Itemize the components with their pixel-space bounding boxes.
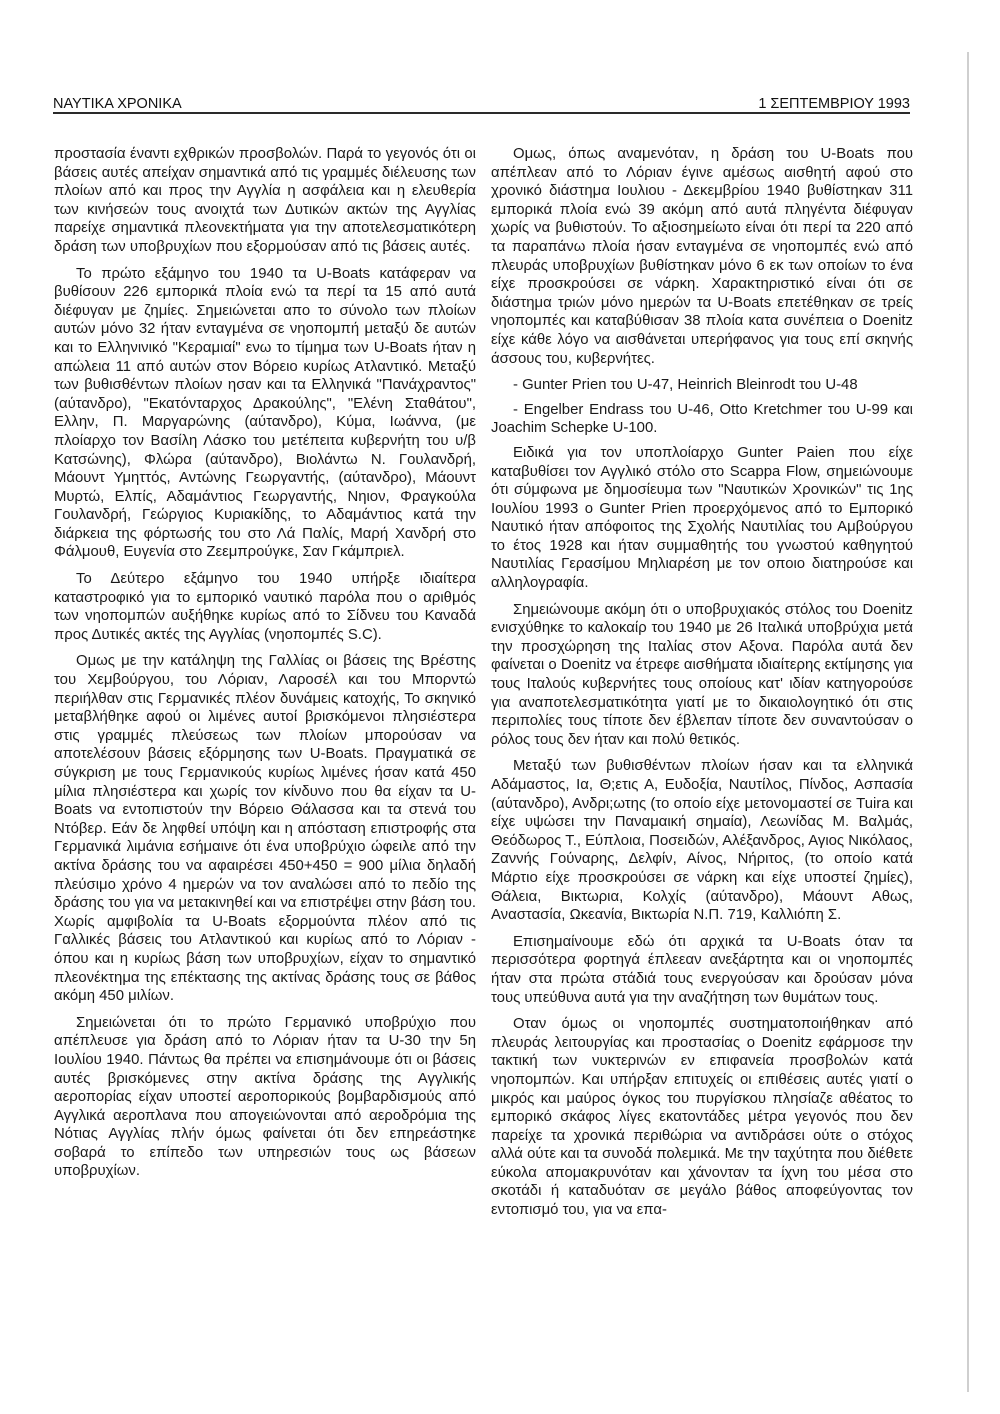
- paragraph: Μεταξύ των βυθισθέντων πλοίων ήσαν και τα ελληνικά Αδάμαστος, Ια, Θ;ετις Α, Ευδοξία, Ναυτίλος, Πίνδος, Ασπασία (αύτανδρο), Ανδρι;ωτης (το οποίο είχε μετονομαστεί σε Tuira και είχε υψώσει την Παναμαική σημαία), Λεωνίδας Μ. Βαλμάς, Θεόδωρος Τ., Εύπλοια, Ποσειδών, Αλέξανδρος, Αγιος Νικόλαος, Ζαννής Γούναρης, Δελφίν, Αίνος, Νήριτος, (το οποίο κατά Μάρτιο είχε προσκρούσει σε νάρκη και είχε υποστεί ζημίες), Θάλεια, Βικτωρια, Κολχίς (αύτανδρο), Μάουντ Αθως, Αναστασία, Ωκεανία, Βικτωρία Ν.Π. 719, Καλλιόπη Σ.: [491, 758, 913, 924]
- paragraph: προστασία έναντι εχθρικών προσβολών. Παρά το γεγονός ότι οι βάσεις αυτές απείχαν σημαντικά από τις γραμμές διέλευσης των πλοίων από και προς την Αγγλία η ασφάλεια και η ελευθερία των κινήσεών τους ανοιχτά των Δυτικών ακτών της Αγγλίας παρείχε σημαντικά πλεονεκτήματα για την αποτελεσματικότερη δράση των υποβρυχίων που εξορμούσαν από τις βάσεις αυτές.: [54, 146, 476, 255]
- page-fold-line: [967, 52, 969, 1392]
- header-rule: [53, 112, 910, 114]
- publication-title: ΝΑΥΤΙΚΑ ΧΡΟΝΙΚΑ: [53, 96, 182, 112]
- paragraph: Σημειώνουμε ακόμη ότι ο υποβρυχιακός στόλος του Doenitz ενισχύθηκε το καλοκαίρ του 1940 με 26 Ιταλικά υποβρύχια μετά την προσχώρηση της Ιταλίας στον Αξονα. Παρόλα αυτά δεν φαίνεται ο Doenitz να έτρεφε αισθήματα ιδιαίτερης εκτίμησης για τους Ιταλούς κυβερνήτες τους οποίους κατ' ιδίαν κατηγορούσε για αναποτελεσματικότητα γιατί με το δικαιολογητικό ότι στις περιπολίες τους τίποτε δεν έβλεπαν τίποτε δεν συναντούσαν ο ρόλος τους δεν ήταν και πολύ θετικός.: [491, 601, 913, 748]
- left-column: [54, 145, 476, 1189]
- paragraph: Ομως, όπως αναμενόταν, η δράση του U-Boats που απέπλεαν από το Λόριαν έγινε αμέσως αισθητή αφού στο χρονικό διάστημα Ιουλιου - Δεκεμβρίου 1940 βυθίστηκαν 311 εμπορικά πλοία ενώ 39 ακόμη από αυτά πληγέντα διέφυγαν χωρίς να βυθιστούν. Το αξιοσημείωτο είναι ότι περί τα 220 από τα παραπάνω πλοία ήσαν ενταγμένα σε νηοπομπές ενώ από πλευράς υποβρυχίων βυθίστηκαν μόνο 6 εκ των οποίων το ένα είχε προσκρούσει σε νάρκη. Χαρακτηριστικό είναι ότι σε διάστημα τριών μόνο ημερών τα U-Boats επετέθηκαν σε τρείς νηοπομπές και καταβύθισαν 38 πλοία κατα συνέπεια ο Doenitz είχε κάθε λόγο να αισθάνεται υπερήφανος για τους επί σκηνής άσσους του, κυβερνήτες.: [491, 146, 913, 367]
- paragraph: Το Δεύτερο εξάμηνο του 1940 υπήρξε ιδιαίτερα καταστροφικό για το εμπορικό ναυτικό παρόλα που ο αριθμός των νηοπομπών αυξήθηκε κυρίως από το Σίδνευ του Καναδά προς Δυτικές ακτές της Αγγλίας (νηοπομπές S.C).: [54, 571, 476, 643]
- issue-date: 1 ΣΕΠΤΕΜΒΡΙΟΥ 1993: [758, 96, 910, 112]
- paragraph: Το πρώτο εξάμηνο του 1940 τα U-Boats κατάφεραν να βυθίσουν 226 εμπορικά πλοία ενώ τα περί τα 15 από αυτά διέφυγαν με ζημίες. Σημειώνεται απο το σύνολο των πλοίων αυτών μόνο 32 ήταν ενταγμένα σε νηοπομπή μεταξύ δε αυτών και το Ελληνινικό "Κεραμιαί" ενω το τίμημα των U-Boats ήταν η απώλεια 11 από αυτών στον Βόρειο κυρίως Ατλαντικό. Μεταξύ των βυθισθέντων πλοίων ησαν και τα Ελληνικά "Πανάχραντος" (αύτανδρο), "Εκατόνταρχος Δρακούλης", "Ελένη Σταθάτου", Ελλην, Π. Μαργαρώνης (αύτανδρο), Κύμα, Ιωάννα, (με πλοίαρχο τον Βασίλη Λάσκο του μετέπειτα κυβερνήτη του υ/β Κατσώνης), Φλώρα (αύτανδρο), Βιολάντω Ν. Γουλανδρή, Μάουντ Υμηττός, Αντώνης Γεωργαντής, (αύτανδρο), Μάουντ Μυρτώ, Ελπίς, Αδαμάντιος Γεωργαντής, Νηιον, Φραγκούλα Γουλανδρή, Γεώργιος Κυριακίδης, το Αδαμάντιος κατά την διάρκεια της φόρτωσής του στο Λά Παλίς, Μαρή Χανδρή στο Φάλμουθ, Ευγενία στο Ζεεμπρούγκε, Σαν Γκάμπριελ.: [54, 265, 476, 561]
- commander-list-item: - Gunter Prien του U-47, Heinrich Bleinrodt του U-48: [513, 377, 858, 394]
- paragraph: Επισημαίνουμε εδώ ότι αρχικά τα U-Boats όταν τα περισσότερα φορτηγά έπλεεαν ανεξάρτητα και οι νηοπομπές ήταν στα πρώτα στάδιά τους ενεργούσαν και δρούσαν μόνα τους υπεύθυνα αυτά για την αναζήτηση των θυμάτων τους.: [491, 933, 913, 1006]
- page-header: [53, 88, 910, 112]
- commander-list-item: - Engelber Endrass του U-46, Otto Kretchmer του U-99 και Joachim Schepke U-100.: [491, 401, 913, 437]
- paragraph: Ομως με την κατάληψη της Γαλλίας οι βάσεις της Βρέστης του Χεμβούργου, του Λόριαν, Λαροσέλ και του Μπορντώ περιήλθαν στις Γερμανικές πλέον δυνάμεις κατοχής, Το σκηνικό μεταβλήθηκε αφού οι λιμένες αυτοί βρισκόμενοι πλησιέστερα στις γραμμές πλεύσεως των πλοίων μπορούσαν να αποτελέσουν βάσεις εξόρμησης των U-Boats. Πραγματικά σε σύγκριση με τους Γερμανικούς κυρίως λιμένες ήσαν κατά 450 μίλια πλησιέστερα και χωρίς τον κίνδυνο που θα είχαν τα U-Boats να εντοπιστούν την Βόρειο Θάλασσα και τα στενά του Ντόβερ. Εάν δε ληφθεί υπόψη και η απόσταση επιστροφής στα Γερμανικά λιμάνια εσήμαινε ότι ένα υποβρύχιο ώφειλε από την ακτίνα δράσης του να αφαιρέσει 450+450 = 900 μίλια δηλαδή πλεύσιμο χρόνο 4 ημερών να τον αναλώσει από το πεδίο της δράσης του για να μετακινηθεί και να επιστρέψει στην βάση του. Χωρίς αμφιβολία τα U-Boats εξορμούντα πλέον από τις Γαλλικές βάσεις του Ατλαντικού και κυρίως από το Λόριαν - όπου και η κυρίως βάση των υποβρυχίων, είχαν το σημαντικό πλεονέκτημα της επέκτασης της ακτίνας δράσης τους σε βάθος ακόμη 450 μιλίων.: [54, 653, 476, 1005]
- paragraph: Οταν όμως οι νηοπομπές συστηματοποιήθηκαν από πλευράς λειτουργίας και προστασίας ο Doenitz εφάρμοσε την τακτική των νυκτερινών εν επιφανεία προσβολών κατά νηοπομπών. Και υπήρξαν επιτυχείς οι επιθέσεις αυτές γιατί ο μικρός και μαύρος όγκος του πυργίσκου πλησίαζε αθέατος το εμπορικό σκάφος λίγες εκατοντάδες μέτρα γεγονός που δεν παρείχε τα χρονικά περιθώρια να αντιδράσει ούτε ο στόχος αλλά ούτε και τα συνοδά πολεμικά. Με την ταχύτητα που διέθετε εύκολα απομακρυνόταν και χάνονταν τα ίχνη του μέσα στο σκοτάδι ή καταδυόταν σε μεγάλο βάθος αποφεύγοντας τον εντοπισμό του, για να επα-: [491, 1016, 913, 1219]
- right-column: [491, 145, 913, 1228]
- paragraph: Ειδικά για τον υποπλοίαρχο Gunter Paien που είχε καταβυθίσει τον Αγγλικό στόλο στο Scappa Flow, σημειώνουμε ότι σύμφωνα με δημοσίευμα των "Ναυτικών Χρονικών" τις 1ης Ιουλίου 1993 ο Gunter Prien προερχόμενος από το Εμπορικό Ναυτικό ήταν απόφοιτος της Σχολής Ναυτιλίας του Αμβούργου το έτος 1928 και ήταν συμμαθητής του γνωστού καθηγητού Ναυτιλίας Γερασίμου Μηλιαρέση με τον οποιο διατηρούσε και αλληλογραφία.: [491, 444, 913, 592]
- paragraph: Σημειώνεται ότι το πρώτο Γερμανικό υποβρύχιο που απέπλευσε για δράση από το Λόριαν ήταν τα U-30 την 5η Ιουλίου 1940. Πάντως θα πρέπει να επισημάνουμε ότι οι βάσεις αυτές βρισκόμενες στην ακτίνα δράσης της Αγγλικής αεροπορίας είχαν υποστεί αεροπορικούς βομβαρδισμούς από Αγγλικά αεροπλανα που απογειώνονται από αεροδρόμια της Νότιας Αγγλίας πλήν όμως φαίνεται ότι δεν επηρεάστηκε σοβαρά το επίπεδο των υπηρεσιών τους ως βάσεων υποβρυχίων.: [54, 1014, 476, 1180]
